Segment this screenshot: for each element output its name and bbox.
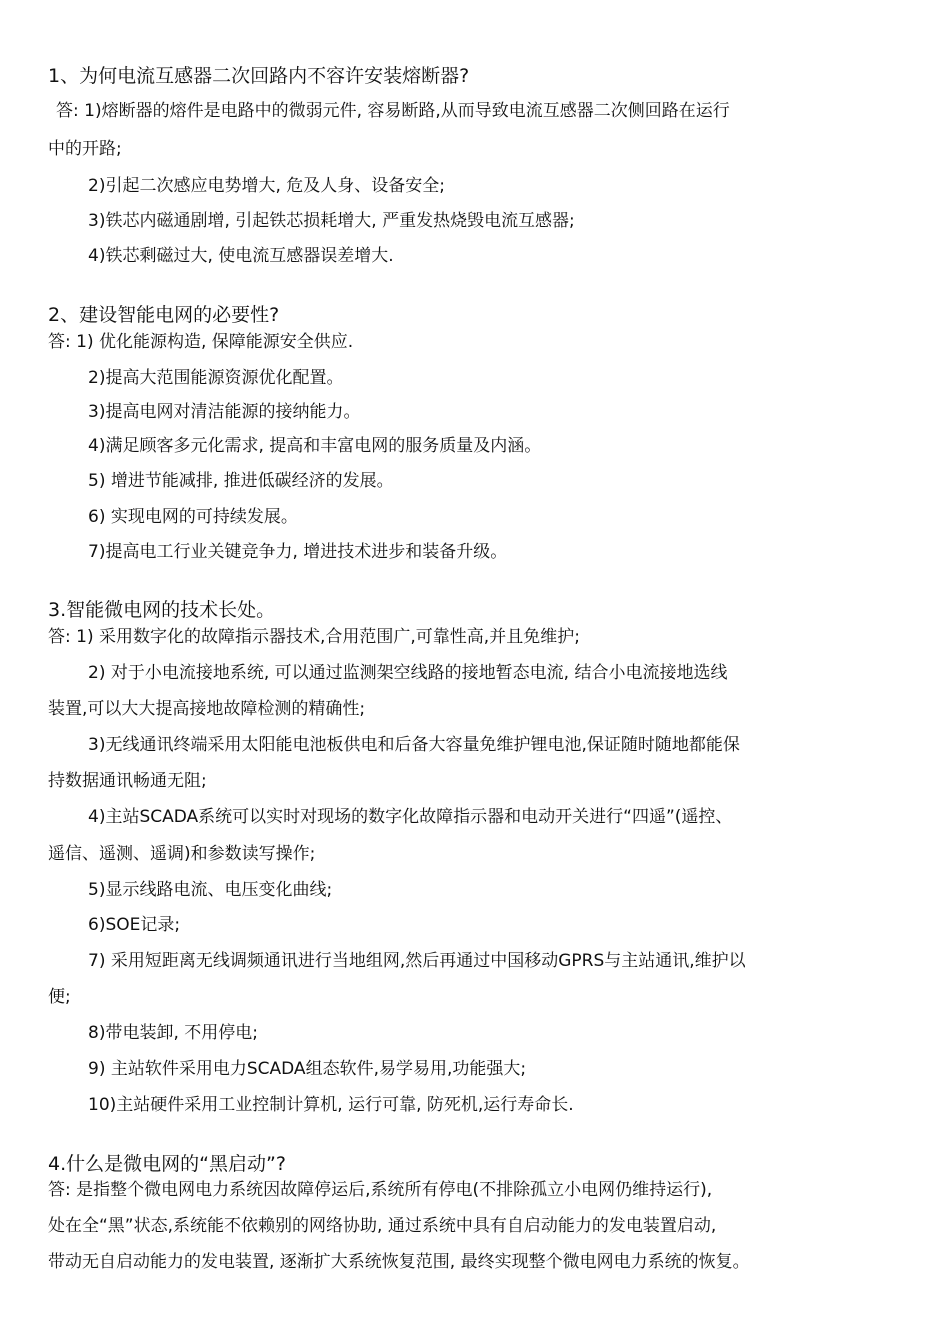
q1-item-2: 2)引起二次感应电势增大, 危及人身、设备安全;	[88, 176, 445, 196]
q2-answer-line-1: 答: 1) 优化能源构造, 保障能源安全供应.	[48, 332, 354, 352]
q1-item-4: 4)铁芯剩磁过大, 使电流互感器误差增大.	[88, 246, 394, 266]
q3-item-3-line-1: 3)无线通讯终端采用太阳能电池板供电和后备大容量免维护锂电池,保证随时随地都能保	[88, 735, 740, 755]
q1-title: 1、为何电流互感器二次回路内不容许安装熔断器?	[48, 65, 470, 87]
q3-title: 3.智能微电网的技术长处。	[48, 599, 276, 621]
q3-item-7-line-1: 7) 采用短距离无线调频通讯进行当地组网,然后再通过中国移动GPRS与主站通讯,维护以	[88, 951, 746, 971]
q3-answer-line-1: 答: 1) 采用数字化的故障指示器技术,合用范围广,可靠性高,并且免维护;	[48, 627, 580, 647]
q3-item-3-line-2: 持数据通讯畅通无阻;	[48, 771, 207, 791]
q2-title: 2、建设智能电网的必要性?	[48, 304, 280, 326]
q2-item-5: 5) 增进节能减排, 推进低碳经济的发展。	[88, 471, 394, 491]
q4-answer-line-3: 带动无自启动能力的发电装置, 逐渐扩大系统恢复范围, 最终实现整个微电网电力系统的恢复。	[48, 1252, 750, 1272]
q2-item-6: 6) 实现电网的可持续发展。	[88, 507, 298, 527]
q2-item-2: 2)提高大范围能源资源优化配置。	[88, 368, 344, 388]
q4-answer-line-1: 答: 是指整个微电网电力系统因故障停运后,系统所有停电(不排除孤立小电网仍维持运行),	[48, 1180, 713, 1200]
q4-answer-line-2: 处在全“黑”状态,系统能不依赖别的网络协助, 通过系统中具有自启动能力的发电装置启动,	[48, 1216, 717, 1236]
q1-item-3: 3)铁芯内磁通剧增, 引起铁芯损耗增大, 严重发热烧毁电流互感器;	[88, 211, 575, 231]
q3-item-4-line-1: 4)主站SCADA系统可以实时对现场的数字化故障指示器和电动开关进行“四遥”(遥控、	[88, 807, 733, 827]
q3-item-5: 5)显示线路电流、电压变化曲线;	[88, 880, 333, 900]
q3-item-2-line-1: 2) 对于小电流接地系统, 可以通过监测架空线路的接地暂态电流, 结合小电流接地选线	[88, 663, 728, 683]
q3-item-4-line-2: 遥信、遥测、遥调)和参数读写操作;	[48, 844, 316, 864]
q3-item-9: 9) 主站软件采用电力SCADA组态软件,易学易用,功能强大;	[88, 1059, 527, 1079]
q2-item-4: 4)满足顾客多元化需求, 提高和丰富电网的服务质量及内涵。	[88, 436, 542, 456]
q3-item-7-line-2: 便;	[48, 987, 71, 1007]
q3-item-6: 6)SOE记录;	[88, 915, 181, 935]
q2-item-3: 3)提高电网对清洁能源的接纳能力。	[88, 402, 361, 422]
q3-item-8: 8)带电装卸, 不用停电;	[88, 1023, 258, 1043]
q3-item-2-line-2: 装置,可以大大提高接地故障检测的精确性;	[48, 699, 366, 719]
q1-answer-line-1: 答: 1)熔断器的熔件是电路中的微弱元件, 容易断路,从而导致电流互感器二次侧回路在运行	[56, 101, 730, 121]
q1-answer-line-2: 中的开路;	[48, 139, 122, 159]
q2-item-7: 7)提高电工行业关键竞争力, 增进技术进步和装备升级。	[88, 542, 508, 562]
q4-title: 4.什么是微电网的“黑启动”?	[48, 1153, 286, 1175]
q3-item-10: 10)主站硬件采用工业控制计算机, 运行可靠, 防死机,运行寿命长.	[88, 1095, 574, 1115]
